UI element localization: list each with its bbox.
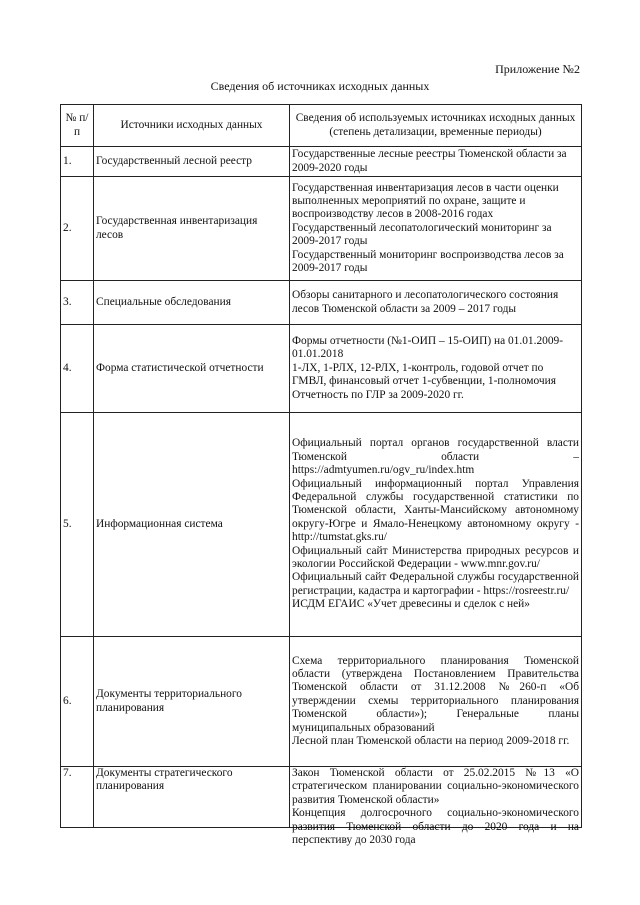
row-source: Государственный лесной реестр: [94, 147, 290, 177]
row-number: 4.: [61, 325, 94, 413]
info-line: 1-ЛХ, 1-РЛХ, 12-РЛХ, 1-контроль, годовой отчет по ГМВЛ, финансовый отчет 1-субвенции, 1-полномочия: [292, 361, 556, 388]
info-line: Государственные лесные реестры Тюменской области за 2009-2020 годы: [292, 148, 567, 174]
row-number: 1.: [61, 147, 94, 177]
info-line: Лесной план Тюменской области на период 2009-2018 гг.: [292, 735, 570, 748]
info-line: ИСДМ ЕГАИС «Учет древесины и сделок с ней»: [292, 598, 530, 611]
document-title: Сведения об источниках исходных данных: [210, 79, 430, 93]
row-source: Документы стратегического планирования: [94, 767, 290, 828]
info-line: Схема территориального планирования Тюменской области (утверждена Постановлением Правительства Тюменской области от 31.12.2008 №260-п «Об утверждении схемы территориального планирования Тюменской области»); Генеральные планы муниципальных образований: [292, 654, 579, 734]
header-info: Сведения об используемых источниках исходных данных (степень детализации, временные периоды): [290, 105, 582, 147]
header-source: Источники исходных данных: [94, 105, 290, 147]
info-line: Обзоры санитарного и лесопатологического состояния лесов Тюменской области за 2009 – 2017 годы: [292, 289, 559, 315]
row-info: [290, 177, 582, 281]
row-source: Специальные обследования: [94, 281, 290, 325]
info-line: Отчетность по ГЛР за 2009-2020 гг.: [292, 388, 464, 401]
info-line: Официальный информационный портал Управления Федеральной службы государственной статистики по Тюменской области, Ханты-Мансийскому автономному округу-Югре и Ямало-Ненецкому автономному округу - http://tumstat.gks.ru/: [292, 477, 579, 544]
row-info: [290, 325, 582, 413]
row-number: 7.: [61, 767, 94, 828]
row-number: 3.: [61, 281, 94, 325]
info-line: Формы отчетности (№1-ОИП – 15-ОИП) на 01.01.2009-01.01.2018: [292, 334, 564, 361]
row-source: Документы территориального планирования: [94, 637, 290, 767]
table-row: [61, 413, 582, 637]
row-number: 5.: [61, 413, 94, 637]
info-line: Государственный мониторинг воспроизводства лесов за 2009-2017 годы: [292, 248, 564, 275]
info-line: Концепция долгосрочного социально-экономического развития Тюменской области до 2020 года и на перспективу до 2030 года: [292, 807, 579, 847]
info-line: Официальный сайт Федеральной службы государственной регистрации, кадастра и картографии - https://rosreestr.ru/: [292, 571, 579, 597]
info-line: Официальный портал органов государственной власти Тюменской области – https://admtyumen.ru/ogv_ru/index.htm: [292, 437, 579, 477]
appendix-label: Приложение №2: [495, 62, 580, 76]
header-num: № п/п: [61, 105, 94, 147]
row-source: Информационная система: [94, 413, 290, 637]
row-info: [290, 637, 582, 767]
table-row: [61, 325, 582, 413]
info-cell-clip: [292, 767, 579, 847]
row-info: [290, 767, 582, 847]
row-info: [290, 413, 582, 637]
info-line: Закон Тюменской области от 25.02.2015 №13 «О стратегическом планировании социально-экономического развития Тюменской области»: [292, 767, 579, 806]
row-source: Государственная инвентаризация лесов: [94, 177, 290, 281]
table-header-row: [61, 105, 582, 147]
info-line: Официальный сайт Министерства природных ресурсов и экологии Российской Федерации - www.mnr.gov.ru/: [292, 544, 579, 571]
table-row: [61, 281, 582, 325]
sources-table: [60, 104, 582, 847]
info-line: Государственный лесопатологический мониторинг за 2009-2017 годы: [292, 221, 552, 248]
table-row: [61, 177, 582, 281]
row-info: [290, 281, 582, 325]
table-row: [61, 767, 582, 828]
table-row: [61, 147, 582, 177]
row-number: 6.: [61, 637, 94, 767]
table-row: [61, 637, 582, 767]
row-source: Форма статистической отчетности: [94, 325, 290, 413]
row-info: [290, 147, 582, 177]
info-line: Государственная инвентаризация лесов в части оценки выполненных мероприятий по охране, защите и воспроизводству лесов в 2008-2016 годах: [292, 181, 559, 221]
row-number: 2.: [61, 177, 94, 281]
